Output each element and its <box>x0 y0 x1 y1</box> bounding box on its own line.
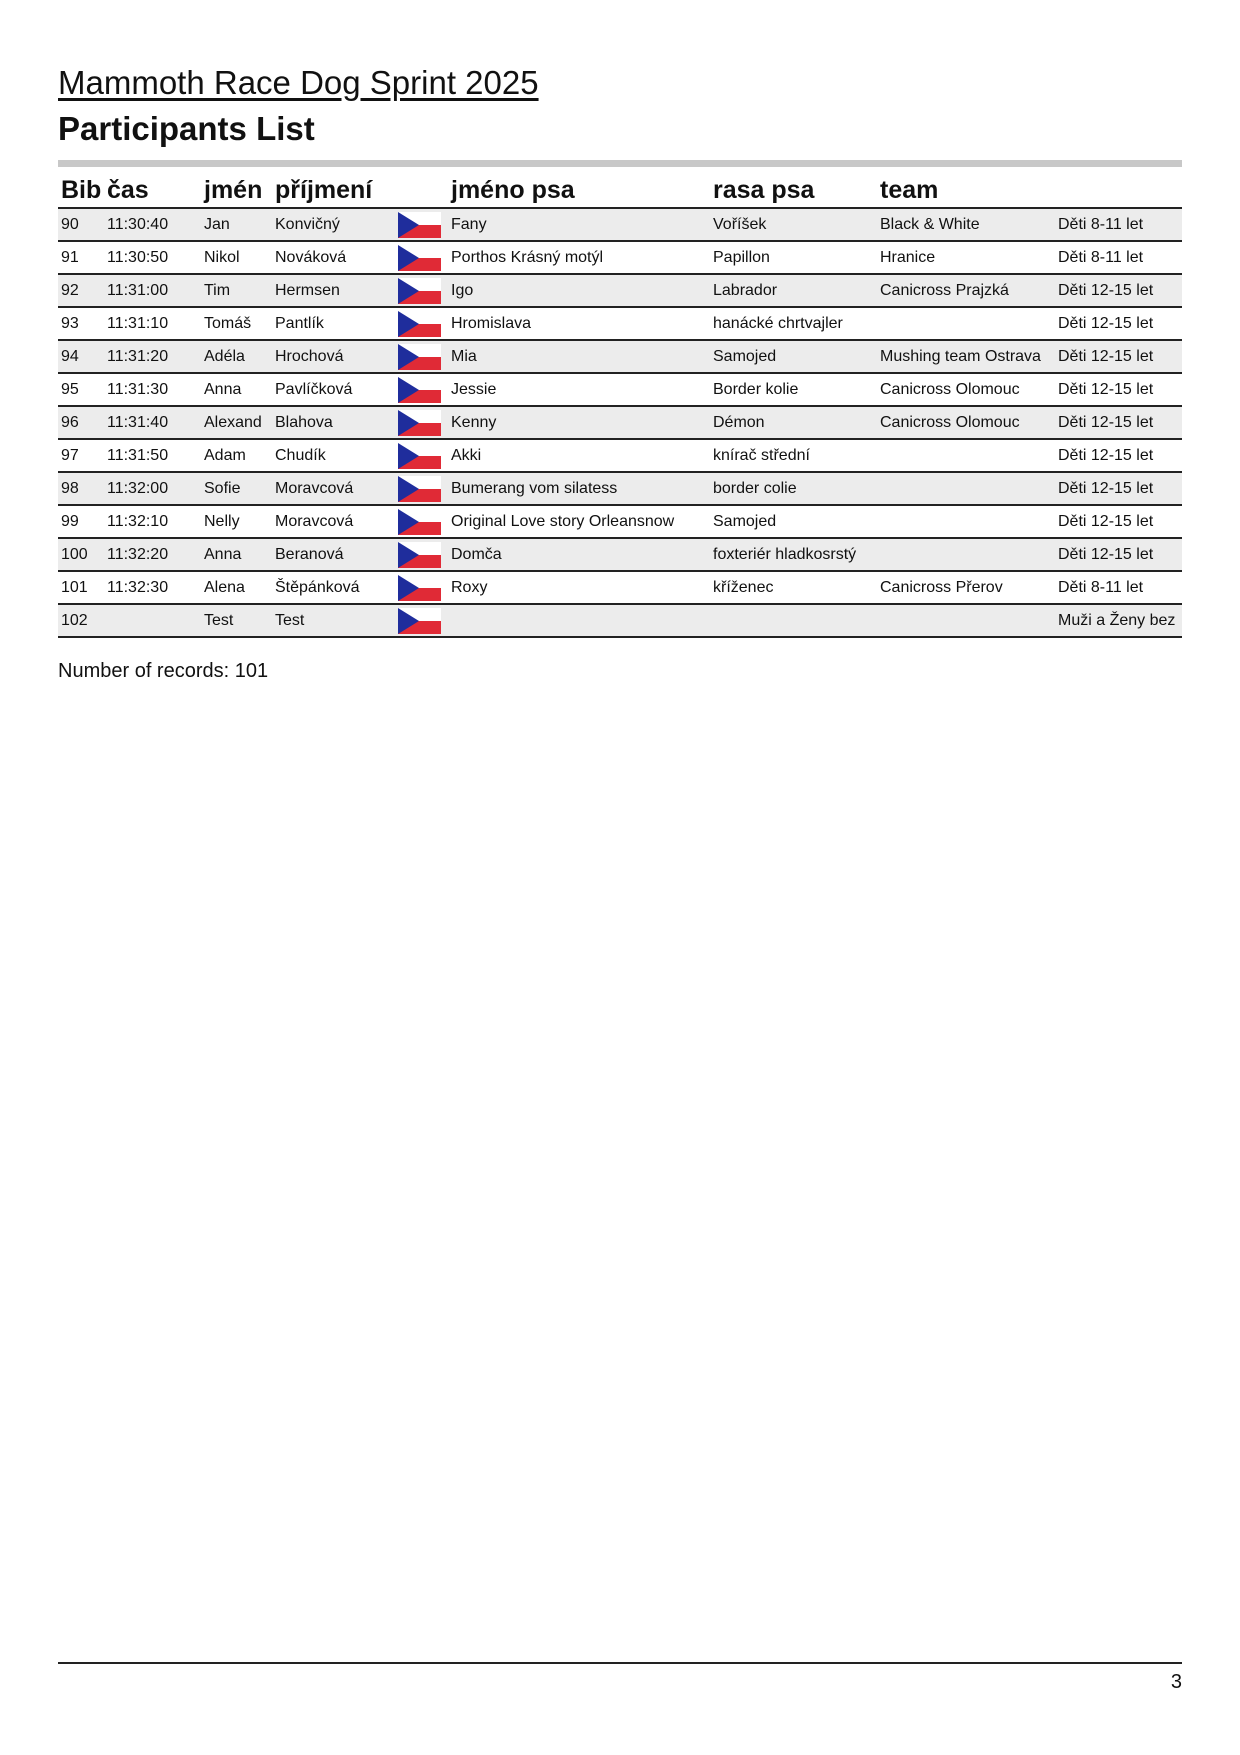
bib-cell: 91 <box>58 241 104 274</box>
dog-name-cell: Jessie <box>448 373 710 406</box>
team-cell: Canicross Olomouc <box>877 406 1055 439</box>
table-row <box>58 505 1182 538</box>
dog-breed-cell: Démon <box>710 406 877 439</box>
category-cell: Děti 12-15 let <box>1055 406 1182 439</box>
czech-flag-icon <box>398 344 441 370</box>
table-row <box>58 439 1182 472</box>
column-header-time: čas <box>104 171 201 208</box>
first-name-cell: Anna <box>201 538 272 571</box>
bib-cell: 94 <box>58 340 104 373</box>
time-cell: 11:32:00 <box>104 472 201 505</box>
last-name-cell: Beranová <box>272 538 398 571</box>
team-cell <box>877 439 1055 472</box>
dog-name-cell: Roxy <box>448 571 710 604</box>
dog-name-cell: Hromislava <box>448 307 710 340</box>
table-row <box>58 604 1182 637</box>
first-name-cell: Adam <box>201 439 272 472</box>
dog-breed-cell: Voříšek <box>710 208 877 241</box>
category-cell: Děti 12-15 let <box>1055 274 1182 307</box>
czech-flag-icon <box>398 212 441 238</box>
category-cell: Děti 12-15 let <box>1055 439 1182 472</box>
dog-name-cell: Mia <box>448 340 710 373</box>
bib-cell: 102 <box>58 604 104 637</box>
last-name-cell: Test <box>272 604 398 637</box>
bib-cell: 98 <box>58 472 104 505</box>
flag-cell <box>398 538 448 571</box>
event-title: Mammoth Race Dog Sprint 2025 <box>58 64 539 101</box>
czech-flag-icon <box>398 575 441 601</box>
flag-cell <box>398 274 448 307</box>
time-cell: 11:31:40 <box>104 406 201 439</box>
time-cell: 11:31:10 <box>104 307 201 340</box>
dog-breed-cell: Samojed <box>710 505 877 538</box>
dog-name-cell: Kenny <box>448 406 710 439</box>
last-name-cell: Blahova <box>272 406 398 439</box>
bib-cell: 96 <box>58 406 104 439</box>
team-cell: Hranice <box>877 241 1055 274</box>
table-row <box>58 406 1182 439</box>
bib-cell: 100 <box>58 538 104 571</box>
category-cell: Děti 8-11 let <box>1055 571 1182 604</box>
bib-cell: 90 <box>58 208 104 241</box>
records-count: 101 <box>234 660 269 682</box>
time-cell: 11:30:50 <box>104 241 201 274</box>
czech-flag-icon <box>398 509 441 535</box>
dog-breed-cell: border colie <box>710 472 877 505</box>
czech-flag-icon <box>398 476 441 502</box>
column-header-bib: Bib <box>58 171 104 208</box>
team-cell <box>877 307 1055 340</box>
last-name-cell: Pavlíčková <box>272 373 398 406</box>
time-cell: 11:31:30 <box>104 373 201 406</box>
last-name-cell: Pantlík <box>272 307 398 340</box>
column-header-category <box>1055 171 1182 208</box>
last-name-cell: Hrochová <box>272 340 398 373</box>
last-name-cell: Konvičný <box>272 208 398 241</box>
column-header-flag <box>398 171 448 208</box>
flag-cell <box>398 571 448 604</box>
category-cell: Děti 12-15 let <box>1055 505 1182 538</box>
first-name-cell: Sofie <box>201 472 272 505</box>
team-cell: Canicross Prajzká <box>877 274 1055 307</box>
first-name-cell: Adéla <box>201 340 272 373</box>
time-cell: 11:31:00 <box>104 274 201 307</box>
last-name-cell: Chudík <box>272 439 398 472</box>
dog-breed-cell <box>710 604 877 637</box>
category-cell: Děti 8-11 let <box>1055 208 1182 241</box>
flag-cell <box>398 406 448 439</box>
last-name-cell: Nováková <box>272 241 398 274</box>
dog-breed-cell: Samojed <box>710 340 877 373</box>
column-header-dog-name: jméno psa <box>448 171 710 208</box>
column-header-team: team <box>877 171 1055 208</box>
table-row <box>58 538 1182 571</box>
bib-cell: 97 <box>58 439 104 472</box>
page-content <box>58 64 1182 683</box>
category-cell: Děti 12-15 let <box>1055 340 1182 373</box>
header-divider <box>58 160 1182 167</box>
first-name-cell: Anna <box>201 373 272 406</box>
participants-table <box>58 171 1182 638</box>
time-cell: 11:32:10 <box>104 505 201 538</box>
records-label: Number of records: <box>58 660 230 682</box>
dog-name-cell: Original Love story Orleansnow <box>448 505 710 538</box>
czech-flag-icon <box>398 608 441 634</box>
team-cell <box>877 538 1055 571</box>
dog-breed-cell: Papillon <box>710 241 877 274</box>
team-cell: Black & White <box>877 208 1055 241</box>
first-name-cell: Alena <box>201 571 272 604</box>
flag-cell <box>398 439 448 472</box>
dog-name-cell: Porthos Krásný motýl <box>448 241 710 274</box>
last-name-cell: Moravcová <box>272 505 398 538</box>
dog-name-cell: Igo <box>448 274 710 307</box>
first-name-cell: Tim <box>201 274 272 307</box>
dog-name-cell: Bumerang vom silatess <box>448 472 710 505</box>
first-name-cell: Nelly <box>201 505 272 538</box>
bib-cell: 99 <box>58 505 104 538</box>
first-name-cell: Alexand <box>201 406 272 439</box>
czech-flag-icon <box>398 377 441 403</box>
category-cell: Děti 8-11 let <box>1055 241 1182 274</box>
flag-cell <box>398 604 448 637</box>
category-cell: Děti 12-15 let <box>1055 472 1182 505</box>
bib-cell: 95 <box>58 373 104 406</box>
team-cell <box>877 472 1055 505</box>
time-cell: 11:31:50 <box>104 439 201 472</box>
page-number: 3 <box>1170 1671 1182 1693</box>
first-name-cell: Test <box>201 604 272 637</box>
table-row <box>58 571 1182 604</box>
category-cell: Děti 12-15 let <box>1055 373 1182 406</box>
dog-breed-cell: kříženec <box>710 571 877 604</box>
last-name-cell: Štěpánková <box>272 571 398 604</box>
list-title: Participants List <box>58 110 315 147</box>
category-cell: Děti 12-15 let <box>1055 538 1182 571</box>
column-header-last-name: příjmení <box>272 171 398 208</box>
first-name-cell: Jan <box>201 208 272 241</box>
dog-breed-cell: knírač střední <box>710 439 877 472</box>
time-cell: 11:30:40 <box>104 208 201 241</box>
time-cell: 11:32:30 <box>104 571 201 604</box>
time-cell: 11:32:20 <box>104 538 201 571</box>
team-cell: Canicross Přerov <box>877 571 1055 604</box>
team-cell <box>877 604 1055 637</box>
first-name-cell: Nikol <box>201 241 272 274</box>
table-row <box>58 274 1182 307</box>
flag-cell <box>398 307 448 340</box>
first-name-cell: Tomáš <box>201 307 272 340</box>
czech-flag-icon <box>398 542 441 568</box>
last-name-cell: Moravcová <box>272 472 398 505</box>
flag-cell <box>398 208 448 241</box>
last-name-cell: Hermsen <box>272 274 398 307</box>
table-row <box>58 307 1182 340</box>
dog-breed-cell: hanácké chrtvajler <box>710 307 877 340</box>
bib-cell: 101 <box>58 571 104 604</box>
czech-flag-icon <box>398 245 441 271</box>
footer-divider <box>58 1662 1182 1664</box>
table-row <box>58 373 1182 406</box>
table-row <box>58 472 1182 505</box>
dog-name-cell: Domča <box>448 538 710 571</box>
column-header-first-name: jmén <box>201 171 272 208</box>
table-body <box>58 208 1182 637</box>
team-cell: Mushing team Ostrava <box>877 340 1055 373</box>
dog-breed-cell: Border kolie <box>710 373 877 406</box>
bib-cell: 92 <box>58 274 104 307</box>
category-cell: Muži a Ženy bez <box>1055 604 1182 637</box>
dog-name-cell: Akki <box>448 439 710 472</box>
dog-breed-cell: foxteriér hladkosrstý <box>710 538 877 571</box>
flag-cell <box>398 373 448 406</box>
time-cell: 11:31:20 <box>104 340 201 373</box>
table-row <box>58 340 1182 373</box>
flag-cell <box>398 241 448 274</box>
czech-flag-icon <box>398 410 441 436</box>
flag-cell <box>398 505 448 538</box>
dog-breed-cell: Labrador <box>710 274 877 307</box>
team-cell <box>877 505 1055 538</box>
bib-cell: 93 <box>58 307 104 340</box>
table-header-row <box>58 171 1182 208</box>
dog-name-cell <box>448 604 710 637</box>
dog-name-cell: Fany <box>448 208 710 241</box>
czech-flag-icon <box>398 278 441 304</box>
column-header-dog-breed: rasa psa <box>710 171 877 208</box>
table-row <box>58 241 1182 274</box>
czech-flag-icon <box>398 443 441 469</box>
czech-flag-icon <box>398 311 441 337</box>
category-cell: Děti 12-15 let <box>1055 307 1182 340</box>
time-cell <box>104 604 201 637</box>
team-cell: Canicross Olomouc <box>877 373 1055 406</box>
table-row <box>58 208 1182 241</box>
flag-cell <box>398 340 448 373</box>
flag-cell <box>398 472 448 505</box>
records-summary <box>58 660 1182 683</box>
